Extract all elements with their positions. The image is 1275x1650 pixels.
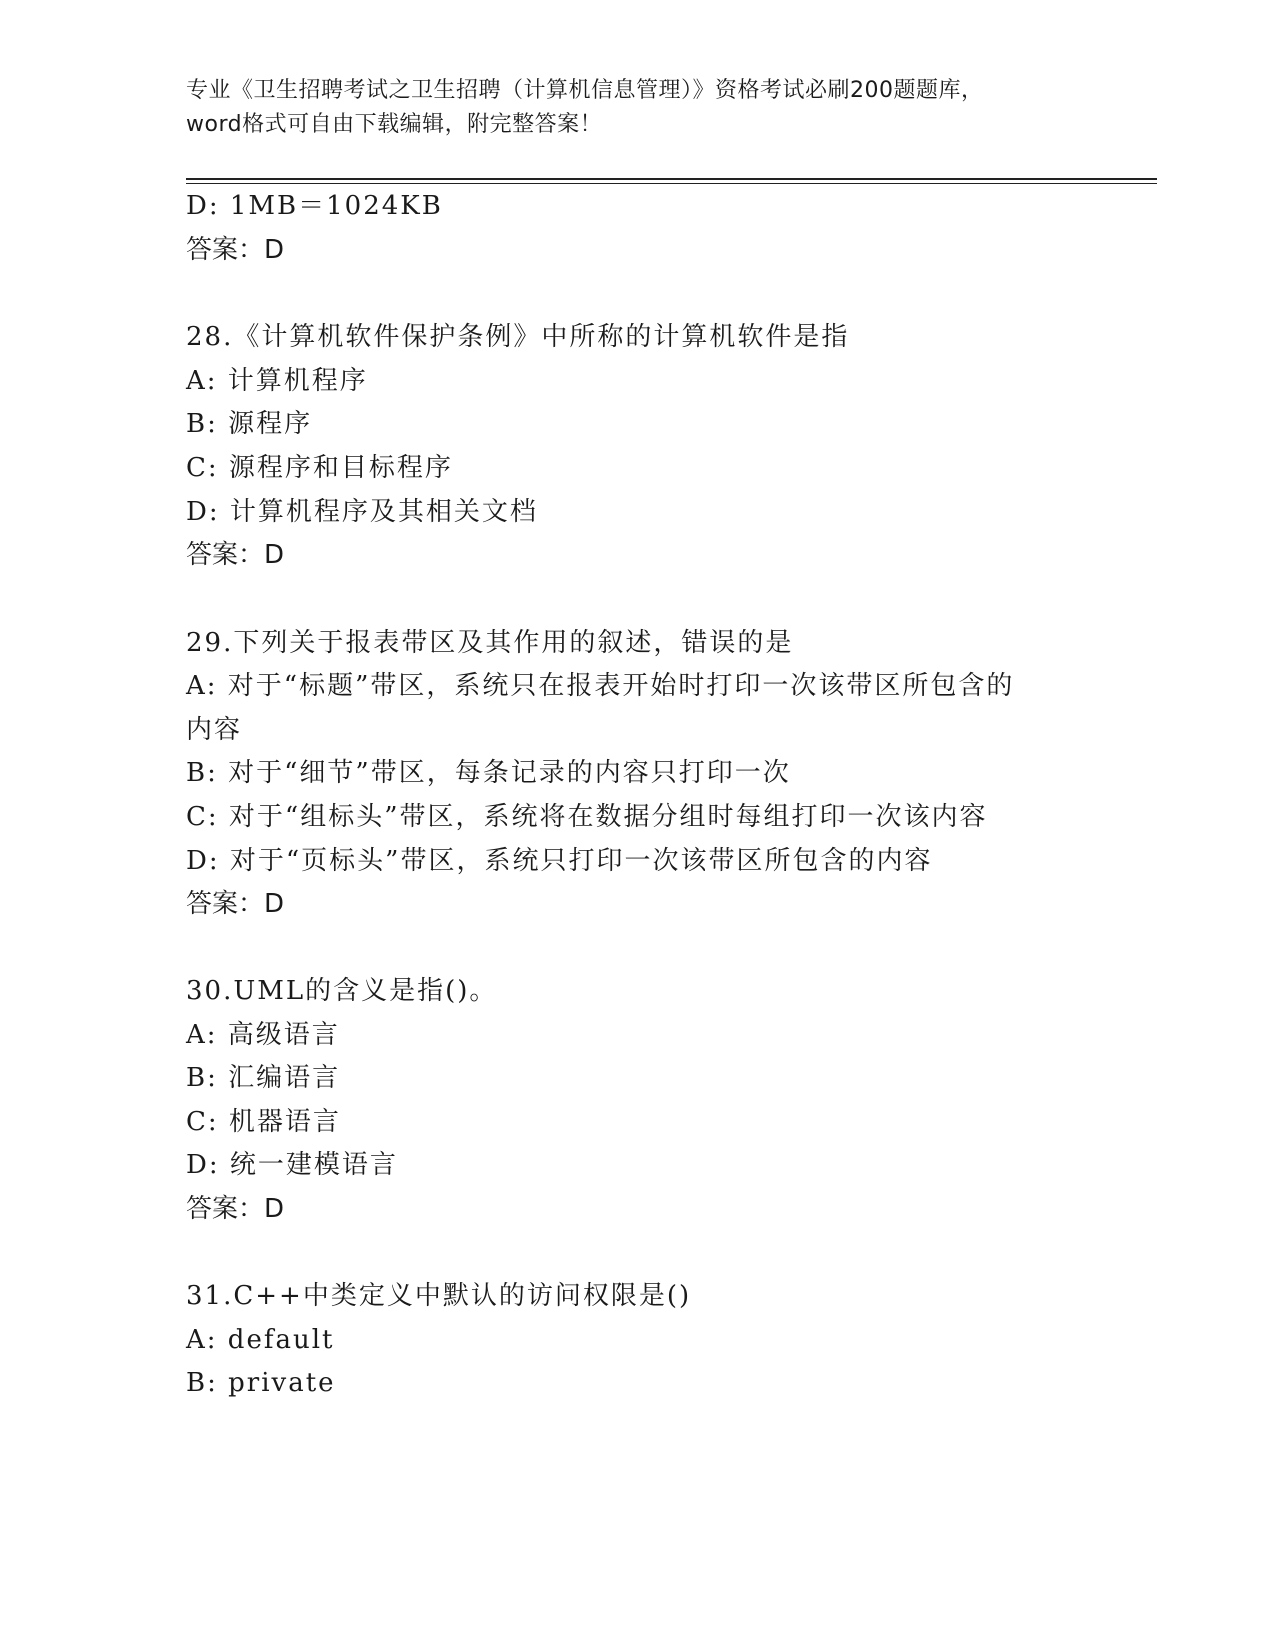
q30-option-b: B: 汇编语言 [186,1063,341,1093]
header-rule-thick [186,178,1157,180]
prev-answer: 答案：D [186,235,285,265]
q29-option-c: C: 对于“组标头”带区，系统将在数据分组时每组打印一次该内容 [186,802,988,832]
q29-question: 29.下列关于报表带区及其作用的叙述，错误的是 [186,628,794,658]
q28-option-c: C: 源程序和目标程序 [186,453,453,483]
header-line-1: 专业《卫生招聘考试之卫生招聘（计算机信息管理）》资格考试必刷200题题库， [186,78,984,103]
q28-question: 28.《计算机软件保护条例》中所称的计算机软件是指 [186,322,850,352]
q31-option-b: B: private [186,1368,336,1398]
q28-answer: 答案：D [186,540,285,570]
header-rule-thin [186,183,1157,184]
q30-answer: 答案：D [186,1194,285,1224]
q30-option-d: D: 统一建模语言 [186,1150,398,1180]
header-line-2: word格式可自由下载编辑，附完整答案！ [186,112,603,137]
q31-option-a: A: default [186,1325,335,1355]
document-header [186,74,1086,142]
q28-option-a: A: 计算机程序 [186,366,368,396]
q30-question: 30.UML的含义是指()。 [186,976,498,1006]
q28-option-b: B: 源程序 [186,409,313,439]
q29-answer: 答案：D [186,889,285,919]
q30-option-c: C: 机器语言 [186,1107,341,1137]
q29-option-a-continued: 内容 [186,715,243,745]
prev-option-d: D: 1MB＝1024KB [186,191,443,221]
q28-option-d: D: 计算机程序及其相关文档 [186,497,538,527]
q29-option-d: D: 对于“页标头”带区，系统只打印一次该带区所包含的内容 [186,846,933,876]
q30-option-a: A: 高级语言 [186,1020,340,1050]
q29-option-b: B: 对于“细节”带区，每条记录的内容只打印一次 [186,758,791,788]
q29-option-a: A: 对于“标题”带区，系统只在报表开始时打印一次该带区所包含的 [186,671,1015,701]
q31-question: 31.C++中类定义中默认的访问权限是() [186,1281,692,1311]
